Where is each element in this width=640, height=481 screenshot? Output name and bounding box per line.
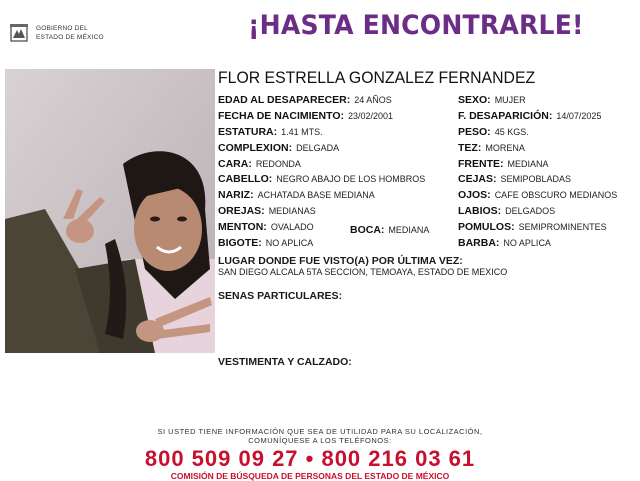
barba-label: BARBA:: [458, 237, 500, 249]
nariz-value: ACHATADA BASE MEDIANA: [257, 190, 375, 200]
orejas-label: OREJAS:: [218, 205, 265, 217]
cara-value: REDONDA: [255, 159, 301, 169]
logo-text-line1: GOBIERNO DEL: [36, 25, 88, 32]
field-complexion: [218, 142, 339, 155]
field-ojos: [458, 189, 617, 202]
peso-value: 45 KGS.: [494, 127, 529, 137]
field-peso: [458, 126, 529, 139]
ojos-value: CAFE OBSCURO MEDIANOS: [494, 190, 618, 200]
menton-label: MENTON:: [218, 221, 267, 233]
barba-value: NO APLICA: [503, 238, 551, 248]
field-estatura: [218, 126, 323, 139]
logo-text-line2: ESTADO DE MÉXICO: [36, 34, 104, 41]
banner-title: ¡HASTA ENCONTRARLE!: [248, 10, 584, 41]
desaparicion-label: F. DESAPARICIÓN:: [458, 110, 553, 122]
bigote-value: NO APLICA: [265, 238, 314, 248]
menton-value: OVALADO: [270, 222, 314, 232]
complexion-value: DELGADA: [296, 143, 340, 153]
boca-value: MEDIANA: [388, 225, 430, 235]
field-frente: [458, 158, 549, 171]
tez-value: MORENA: [485, 143, 525, 153]
cabello-label: CABELLO:: [218, 173, 273, 185]
complexion-label: COMPLEXION:: [218, 142, 293, 154]
peso-label: PESO:: [458, 126, 491, 138]
frente-label: FRENTE:: [458, 158, 504, 170]
person-name: FLOR ESTRELLA GONZALEZ FERNANDEZ: [218, 68, 536, 87]
nacimiento-value: 23/02/2001: [348, 111, 394, 121]
boca-label: BOCA:: [350, 224, 385, 236]
labios-value: DELGADOS: [505, 206, 556, 216]
clothing-label: VESTIMENTA Y CALZADO:: [218, 356, 352, 368]
state-seal-icon: [8, 22, 30, 44]
cejas-value: SEMIPOBLADAS: [500, 174, 572, 184]
bigote-label: BIGOTE:: [218, 237, 262, 249]
cara-label: CARA:: [218, 158, 252, 170]
desaparicion-value: 14/07/2025: [556, 111, 602, 121]
edad-value: 24 AÑOS: [354, 95, 392, 105]
ojos-label: OJOS:: [458, 189, 491, 201]
field-nacimiento: [218, 110, 393, 123]
estatura-label: ESTATURA:: [218, 126, 278, 138]
estatura-value: 1.41 MTS.: [281, 127, 323, 137]
field-orejas: [218, 205, 316, 218]
pomulos-value: SEMIPROMINENTES: [518, 222, 607, 232]
field-pomulos: [458, 221, 607, 234]
field-boca: [350, 224, 429, 237]
cejas-label: CEJAS:: [458, 173, 497, 185]
field-cabello: [218, 173, 425, 186]
field-labios: [458, 205, 555, 218]
nariz-label: NARIZ:: [218, 189, 254, 201]
phone-numbers: 800 509 09 27 • 800 216 03 61: [144, 446, 476, 471]
field-edad: [218, 94, 392, 107]
field-cara: [218, 158, 301, 171]
missing-person-photo: [5, 69, 215, 353]
frente-value: MEDIANA: [507, 159, 549, 169]
sexo-label: SEXO:: [458, 94, 491, 106]
cabello-value: NEGRO ABAJO DE LOS HOMBROS: [276, 174, 426, 184]
field-menton: [218, 221, 314, 234]
commission-name: COMISIÓN DE BÚSQUEDA DE PERSONAS DEL ESTADO DE MÉXICO: [170, 471, 450, 481]
tez-label: TEZ:: [458, 142, 482, 154]
orejas-value: MEDIANAS: [268, 206, 316, 216]
field-nariz: [218, 189, 375, 202]
footer-info-line2: COMUNÍQUESE A LOS TELÉFONOS:: [248, 436, 392, 445]
field-tez: [458, 142, 525, 155]
labios-label: LABIOS:: [458, 205, 502, 217]
field-bigote: [218, 237, 313, 250]
edad-label: EDAD AL DESAPARECER:: [218, 94, 351, 106]
field-cejas: [458, 173, 571, 186]
last-seen-label: LUGAR DONDE FUE VISTO(A) POR ÚLTIMA VEZ:: [218, 255, 463, 267]
field-sexo: [458, 94, 526, 107]
nacimiento-label: FECHA DE NACIMIENTO:: [218, 110, 344, 122]
distinguishing-marks-label: SENAS PARTICULARES:: [218, 290, 343, 302]
footer-info-line1: SI USTED TIENE INFORMACIÓN QUE SEA DE UTILIDAD PARA SU LOCALIZACIÓN,: [157, 427, 483, 436]
pomulos-label: POMULOS:: [458, 221, 515, 233]
last-seen-value: SAN DIEGO ALCALA 5TA SECCION, TEMOAYA, ESTADO DE MEXICO: [218, 267, 508, 277]
field-barba: [458, 237, 551, 250]
field-desaparicion: [458, 110, 601, 123]
sexo-value: MUJER: [494, 95, 526, 105]
government-logo: [8, 20, 118, 48]
